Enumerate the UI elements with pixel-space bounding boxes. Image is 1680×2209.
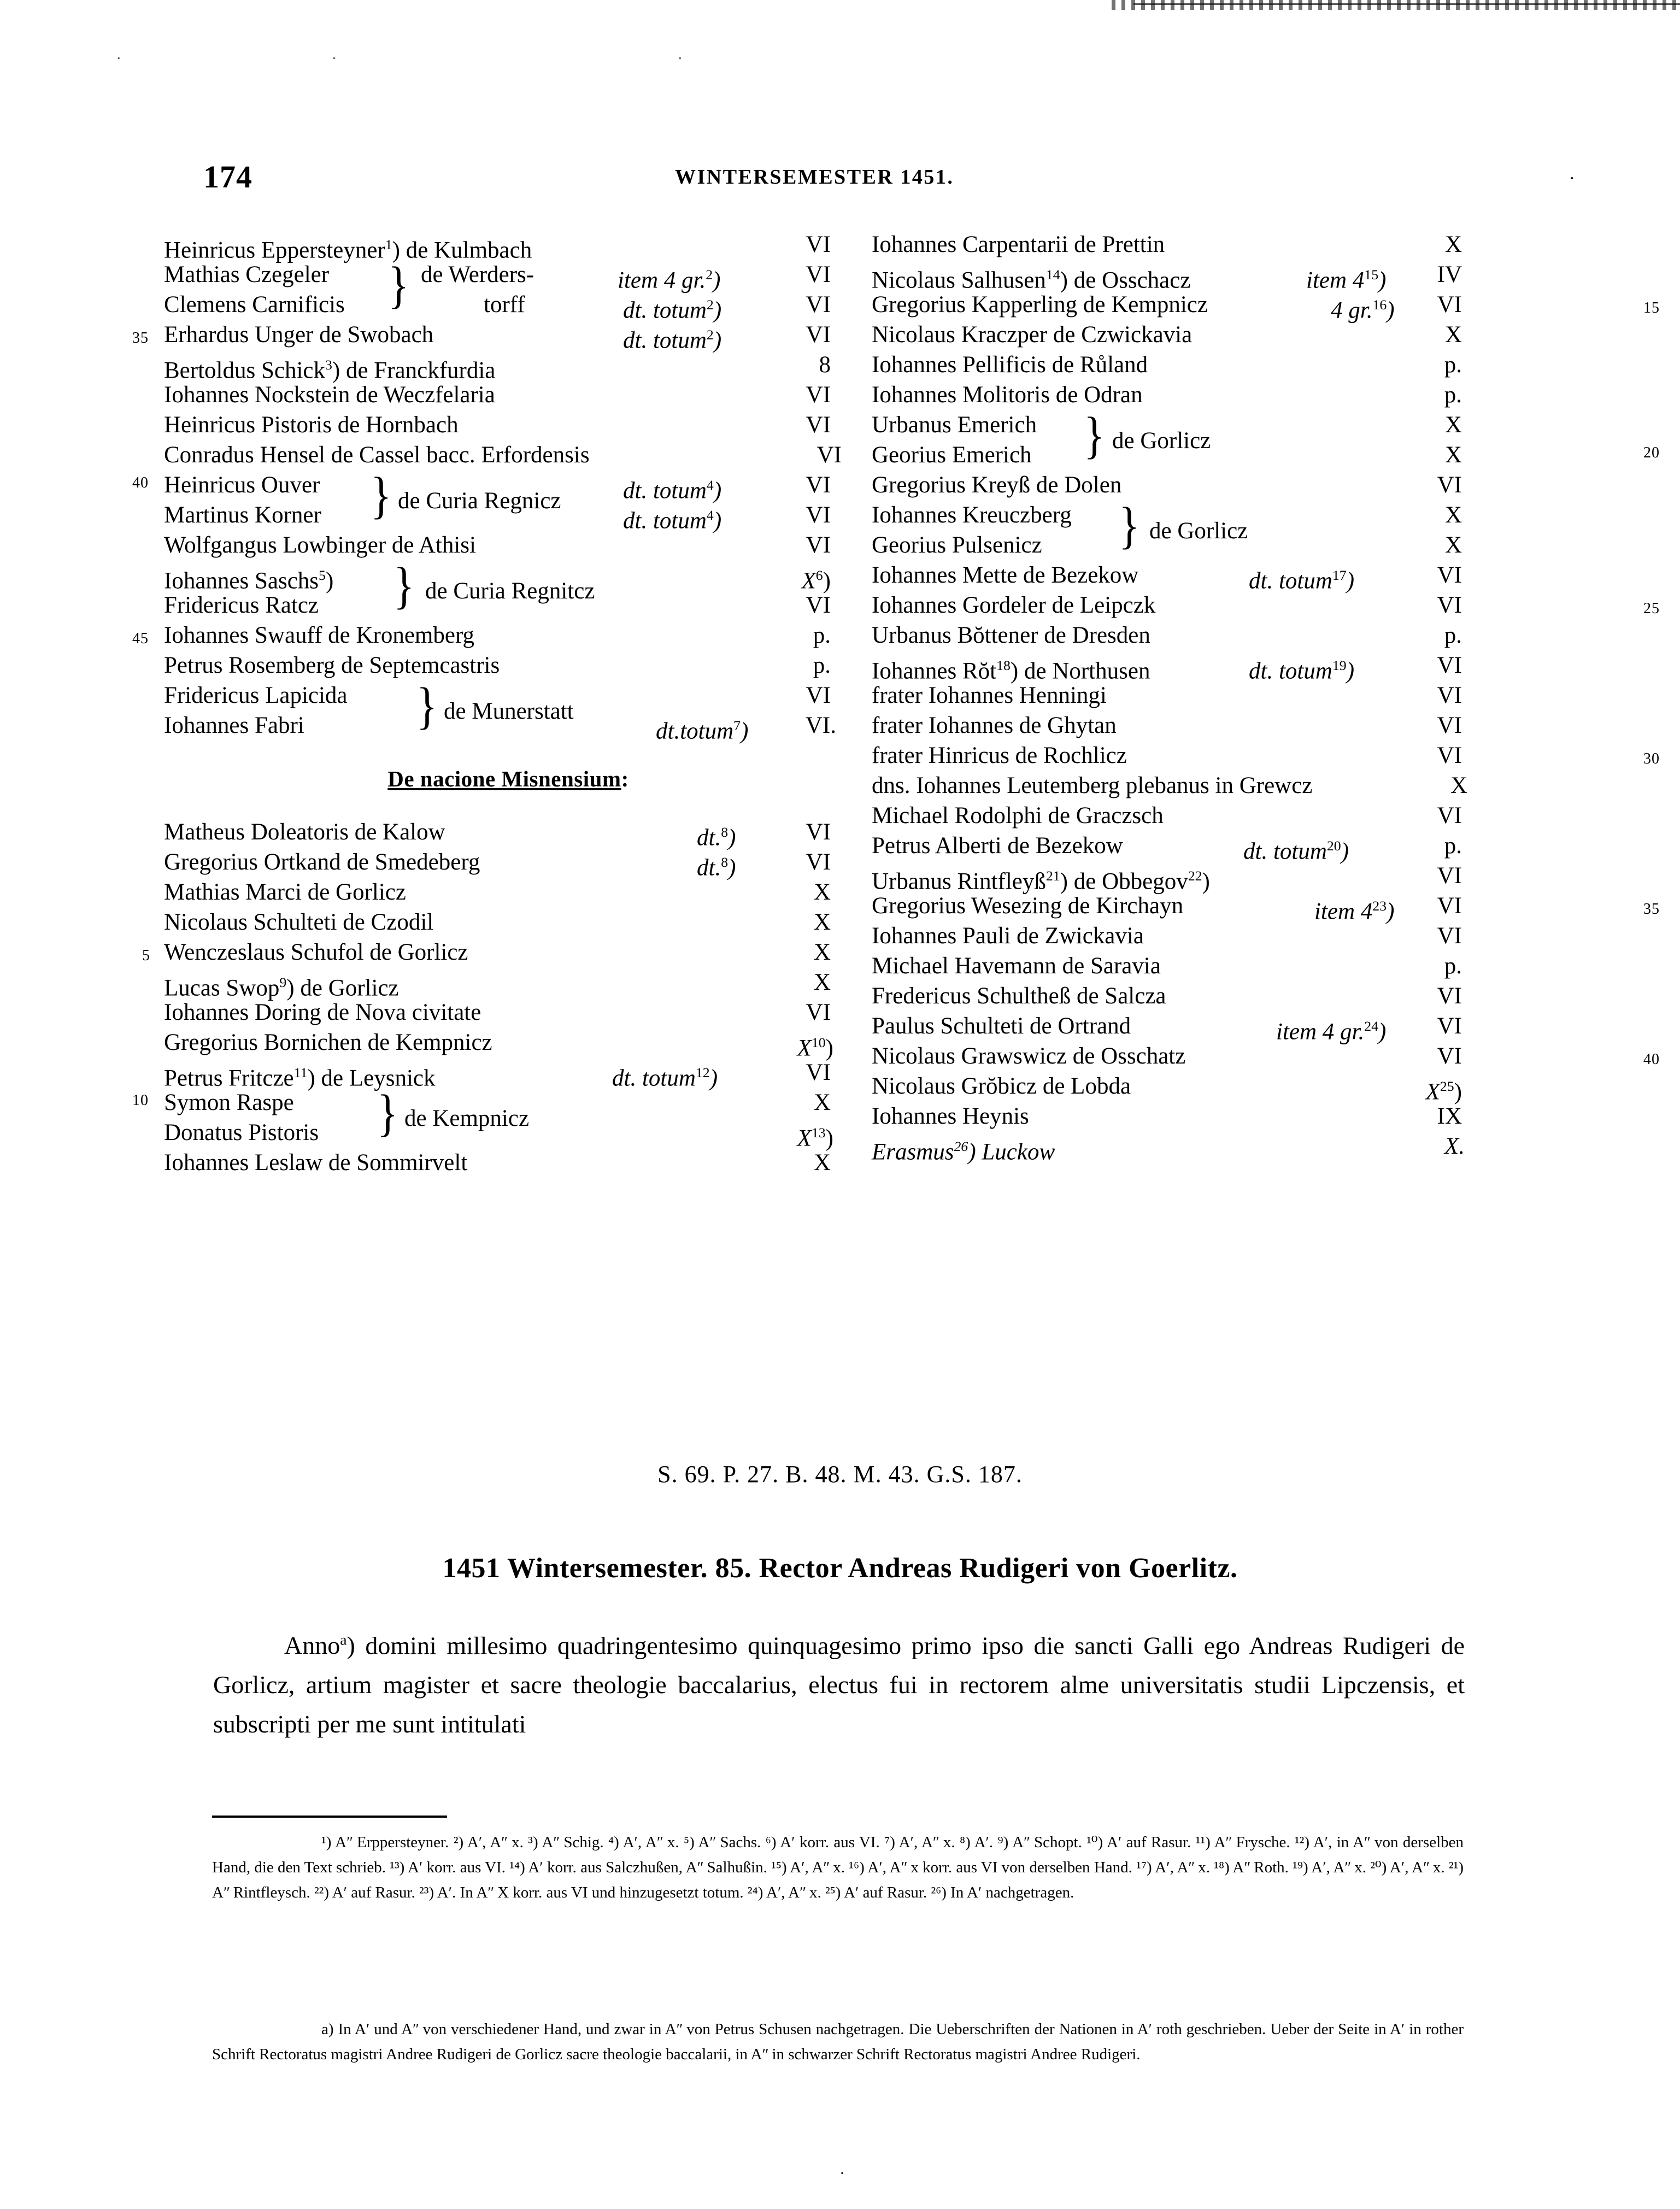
entry-name: Iohannes Heynis — [872, 1103, 1029, 1129]
entry-name: Iohannes Kreuczberg — [872, 502, 1072, 528]
entry-row — [872, 981, 1599, 1011]
entry-amount: VI — [1437, 983, 1462, 1009]
brace-icon: } — [388, 257, 409, 314]
entry-name: frater Iohannes Henningi — [872, 683, 1107, 708]
chapter-heading: 1451 Wintersemester. 85. Rector Andreas Rudigeri von Goerlitz. — [442, 1553, 1238, 1584]
entry-annotation: item $4^{23}$) — [1314, 898, 1395, 925]
entry-row — [132, 320, 853, 354]
entry-amount: VI. — [805, 713, 836, 738]
entry-row — [132, 620, 853, 650]
entry-row — [164, 650, 853, 680]
brace-icon: } — [1084, 407, 1105, 464]
entry-row — [872, 470, 1599, 500]
nation-heading: De nacione Misnensium: — [387, 766, 629, 791]
brace-icon: } — [393, 557, 415, 614]
margin-tick-icon: · — [1569, 168, 1575, 189]
entry-amount: X — [1444, 442, 1462, 468]
entry-amount: X — [813, 879, 831, 905]
entry-name: Iohannes Swauff de Kronemberg — [164, 622, 475, 648]
entry-annotation: dt. totum$^{19}$) — [1249, 657, 1355, 684]
entry-row — [872, 921, 1599, 951]
entry-row — [872, 320, 1599, 350]
entry-name: Donatus Pistoris — [164, 1120, 319, 1145]
entry-place: de Gorlicz — [1112, 428, 1211, 454]
entry-row — [872, 230, 1599, 260]
entry-name: Iohannes Pellificis de Růland — [872, 352, 1148, 378]
entry-name: Mathias Marci de Gorlicz — [164, 879, 406, 905]
entry-amount: p. — [1444, 352, 1462, 378]
entry-amount: $X^{25}$) — [1425, 1078, 1462, 1105]
entry-name: Petrus Alberti de Bezekow — [872, 833, 1123, 859]
entry-amount: VI — [1437, 743, 1462, 768]
entry-row — [872, 1101, 1599, 1131]
line-number: 40 — [132, 474, 149, 491]
entry-group — [164, 678, 853, 744]
entry-amount: X — [1444, 232, 1462, 257]
entry-name: frater Hinricus de Rochlicz — [872, 743, 1127, 768]
entry-amount: VI — [806, 502, 831, 528]
entry-amount: $X^6$) — [801, 567, 831, 594]
entry-amount: VI — [1437, 653, 1462, 678]
entry-name: Urbanus Emerich — [872, 412, 1037, 438]
entry-row — [164, 997, 853, 1027]
entry-name: Nicolaus Grŏbicz de Lobda — [872, 1073, 1131, 1099]
entry-amount: VI — [1437, 803, 1462, 829]
scan-edge-line — [1133, 3, 1680, 5]
entry-amount: p. — [1444, 622, 1462, 648]
entry-row — [872, 831, 1599, 865]
entry-place: de Curia Regnitcz — [425, 578, 595, 604]
entry-amount: p. — [1444, 953, 1462, 979]
brace-icon: } — [1119, 497, 1140, 554]
entry-name: Matheus Doleatoris de Kalow — [164, 819, 445, 845]
entry-group — [164, 257, 853, 324]
entry-annotation: 4 gr.$^{16}$) — [1331, 297, 1395, 324]
entry-name: Georius Emerich — [872, 442, 1032, 468]
entry-row — [872, 620, 1599, 650]
footnote-a-block — [212, 2017, 1464, 2067]
entry-name: Urbanus Bŏttener de Dresden — [872, 622, 1150, 648]
entry-group — [132, 467, 853, 534]
entry-row — [872, 380, 1599, 410]
entry-row — [872, 290, 1660, 324]
entry-name: Paulus Schulteti de Ortrand — [872, 1013, 1131, 1039]
entry-annotation: dt.$^8$) — [697, 824, 736, 851]
entry-amount: VI — [806, 532, 831, 558]
entry-place: torff — [484, 292, 525, 318]
line-number: 5 — [142, 947, 150, 964]
entry-row — [164, 380, 853, 410]
entry-name: Wenczeslaus Schufol de Gorlicz — [164, 939, 468, 965]
entry-amount: X — [813, 939, 831, 965]
entry-name: Iohannes Doring de Nova civitate — [164, 1000, 481, 1025]
entry-annotation: dt. totum$^{17}$) — [1249, 567, 1355, 594]
entry-place: de Werders- — [421, 262, 534, 287]
entry-amount: VI — [806, 322, 831, 348]
footnote-a-text: a) In Aʹ und Aʺ von verschiedener Hand, und zwar in Aʺ von Petrus Schusen nachgetragen. Die Ueberschriften der Nationen in Aʹ roth geschrieben. Ueber der Seite in Aʹ in rother Schrift Rectoratus magistri Andree Rudigeri de Gorlicz sacre theologie baccalarii, in Aʺ in schwarzer Schrift Rectoratus magistri Andree Rudigeri. — [212, 2020, 1464, 2063]
entry-group — [872, 497, 1599, 560]
entry-row — [872, 560, 1599, 594]
entry-row — [872, 741, 1660, 771]
entry-amount: X — [1444, 532, 1462, 558]
entry-row — [164, 350, 853, 384]
entry-name: Heinricus Eppersteyner$^1$) de Kulmbach — [164, 237, 532, 263]
footnotes-text: ¹) Aʺ Erppersteyner. ²) Aʹ, Aʺ x. ³) Aʺ Schig. ⁴) Aʹ, Aʺ x. ⁵) Aʺ Sachs. ⁶) Aʹ korr. aus VI. ⁷) Aʹ, Aʺ x. ⁸) Aʹ. ⁹) Aʺ Schopt. ¹⁰) Aʹ auf Rasur. ¹¹) Aʺ Frysche. ¹²) Aʹ, in Aʺ von derselben Hand, die den Text schrieb. ¹³) Aʹ korr. aus VI. ¹⁴) Aʹ korr. aus Salczhußen, Aʺ Salhußin. ¹⁵) Aʹ, Aʺ x. ¹⁶) Aʹ, Aʺ x korr. aus VI von derselben Hand. ¹⁷) Aʹ, Aʺ x. ¹⁸) Aʺ Roth. ¹⁹) Aʹ, Aʺ x. ²⁰) Aʹ, Aʺ x. ²¹) Aʺ Rintfleysch. ²²) Aʹ auf Rasur. ²³) Aʹ. In Aʺ X korr. aus VI und hinzugesetzt totum. ²⁴) Aʹ, Aʺ x. ²⁵) Aʹ auf Rasur. ²⁶) In Aʹ nachgetragen. — [212, 1834, 1464, 1901]
edge-tick-mid: · — [332, 50, 337, 66]
entry-amount: X — [813, 970, 831, 995]
entry-row — [164, 530, 853, 560]
line-number: 35 — [132, 330, 149, 346]
entry-row — [872, 1041, 1660, 1071]
entry-name: Iohannes Carpentarii de Prettin — [872, 232, 1165, 257]
entry-name: Fridericus Lapicida — [164, 683, 348, 708]
line-number: 40 — [1643, 1051, 1660, 1068]
line-number: 10 — [132, 1092, 149, 1109]
entry-row — [872, 680, 1599, 710]
entry-amount: X — [813, 1150, 831, 1176]
entry-name: Urbanus Rintfleyß$^{21}$) de Obbegov$^{22}$) — [872, 868, 1210, 895]
entry-amount: 8 — [819, 352, 831, 378]
entry-place: de Munerstatt — [444, 698, 574, 724]
entry-name: Symon Raspe — [164, 1090, 294, 1115]
brace-icon: } — [416, 678, 438, 735]
entry-annotation: dt.totum$^7$) — [656, 718, 749, 744]
entry-annotation: dt. totum$^4$) — [623, 477, 722, 504]
entry-name: Iohannes Gordeler de Leipczk — [872, 592, 1156, 618]
entry-row — [872, 260, 1599, 293]
entry-name: Gregorius Wesezing de Kirchayn — [872, 893, 1184, 919]
entry-name: Iohannes Saschs$^5$) — [164, 567, 334, 594]
entry-row — [142, 937, 853, 967]
entry-name: Iohannes Rŏt$^{18}$) de Northusen — [872, 657, 1150, 684]
entry-row — [164, 817, 853, 851]
entry-name: Iohannes Nockstein de Weczfelaria — [164, 382, 495, 408]
page-number: 174 — [203, 159, 252, 195]
entry-group — [164, 557, 853, 620]
entry-row — [164, 230, 853, 263]
entry-amount: VI — [806, 592, 831, 618]
entry-amount: p. — [813, 622, 831, 648]
entry-name: Mathias Czegeler — [164, 262, 330, 287]
entry-amount: VI — [1437, 562, 1462, 588]
entry-name: frater Iohannes de Ghytan — [872, 713, 1117, 738]
entry-row — [872, 350, 1599, 380]
entry-row — [872, 891, 1660, 925]
entry-annotation: dt. totum$^2$) — [623, 327, 722, 354]
body-paragraph-text: domini millesimo quadringentesimo quinquagesimo primo ipso die sancti Galli ego Andreas Rudigeri de Gorlicz, artium magister et sacre theologie baccalarius, electus fui in rectorem alme universitatis studii Lipczensis, et subscripti per me sunt intitulati — [213, 1631, 1465, 1738]
running-head — [0, 158, 1680, 197]
entry-name: Iohannes Molitoris de Odran — [872, 382, 1143, 408]
entry-name: Iohannes Leslaw de Sommirvelt — [164, 1150, 468, 1176]
entry-name: Petrus Rosemberg de Septemcastris — [164, 653, 500, 678]
entry-row — [164, 847, 853, 881]
entry-annotation: dt.$^8$) — [697, 854, 736, 881]
entry-row — [872, 861, 1599, 895]
right-column — [872, 230, 1660, 1165]
entry-amount: p. — [1444, 382, 1462, 408]
entry-amount: VI — [1437, 472, 1462, 498]
running-title: WINTERSEMESTER 1451. — [675, 166, 954, 189]
entry-name: Petrus Fritcze$^{11}$) de Leysnick — [164, 1065, 436, 1091]
entry-amount: $X^{13}$) — [797, 1125, 833, 1152]
entry-amount: VI — [1437, 713, 1462, 738]
entry-amount: VI — [806, 819, 831, 845]
entry-name: Clemens Carnificis — [164, 292, 345, 318]
entry-name: Nicolaus Salhusen$^{14}$) de Osschacz — [872, 267, 1191, 293]
entry-name: Iohannes Mette de Bezekow — [872, 562, 1139, 588]
entry-name: Georius Pulsenicz — [872, 532, 1042, 558]
entry-name: Gregorius Ortkand de Smedeberg — [164, 849, 480, 875]
left-column — [132, 230, 853, 1178]
entry-row — [164, 440, 853, 470]
entry-amount: VI — [1437, 292, 1462, 318]
entry-name: Fridericus Ratcz — [164, 592, 319, 618]
entry-row — [164, 967, 853, 1001]
entry-row — [164, 1027, 853, 1061]
brace-icon: } — [371, 467, 392, 524]
entry-amount: VI — [806, 382, 831, 408]
entry-amount: p. — [813, 653, 831, 678]
entry-annotation: dt. totum$^{20}$) — [1243, 838, 1349, 865]
footnote-rule — [212, 1816, 447, 1818]
line-number: 35 — [1643, 901, 1660, 918]
entry-name: Fredericus Schultheß de Salcza — [872, 983, 1166, 1009]
entry-name: Bertoldus Schick$^3$) de Franckfurdia — [164, 357, 496, 384]
entry-amount: VI — [806, 262, 831, 287]
entry-name: Nicolaus Kraczper de Czwickavia — [872, 322, 1193, 348]
entry-amount: IV — [1437, 262, 1462, 287]
entry-amount: VI — [1437, 592, 1462, 618]
entry-name: Gregorius Kapperling de Kempnicz — [872, 292, 1208, 318]
entry-name: Wolfgangus Lowbinger de Athisi — [164, 532, 476, 558]
entry-amount: X — [1444, 322, 1462, 348]
edge-tick-right: · — [678, 50, 683, 66]
entry-amount: VI — [1437, 1013, 1462, 1039]
entry-amount: VI — [1437, 863, 1462, 889]
entry-amount: p. — [1444, 833, 1462, 859]
entry-name: Nicolaus Grawswicz de Osschatz — [872, 1043, 1186, 1069]
entry-amount: VI — [1437, 893, 1462, 919]
entry-row — [164, 410, 853, 440]
entry-amount: VI — [806, 1000, 831, 1025]
entry-amount: VI — [806, 849, 831, 875]
entry-amount: X — [813, 909, 831, 935]
entry-annotation: dt. totum$^2$) — [623, 297, 722, 324]
line-number: 15 — [1643, 299, 1660, 316]
entry-row — [164, 877, 853, 907]
body-lead-word: Anno$^a$) — [284, 1631, 355, 1660]
entry-amount: VI — [806, 1060, 831, 1085]
entry-name: Michael Havemann de Saravia — [872, 953, 1161, 979]
entry-row — [872, 1011, 1599, 1045]
line-number: 25 — [1643, 600, 1660, 617]
entry-row — [872, 710, 1599, 741]
entry-amount: VI — [1437, 1043, 1462, 1069]
entry-amount: IX — [1437, 1103, 1462, 1129]
entry-name: Iohannes Fabri — [164, 713, 304, 738]
entry-name: dns. Iohannes Leutemberg plebanus in Grewcz — [872, 773, 1313, 798]
entry-annotation: dt. totum$^4$) — [623, 507, 722, 534]
entry-amount: VI — [1437, 683, 1462, 708]
entry-place: de Kempnicz — [404, 1106, 530, 1131]
body-paragraph — [213, 1620, 1465, 1744]
entry-amount: VI — [806, 292, 831, 318]
entry-row — [872, 650, 1599, 684]
entry-name: Gregorius Bornichen de Kempnicz — [164, 1030, 492, 1055]
entry-row — [872, 801, 1599, 831]
line-number: 45 — [132, 630, 149, 647]
footnotes-block — [212, 1830, 1464, 1905]
entry-annotation: item $4^{15}$) — [1306, 267, 1387, 293]
entry-row — [872, 771, 1599, 801]
entry-name: Nicolaus Schulteti de Czodil — [164, 909, 434, 935]
entry-amount: VI — [806, 232, 831, 257]
entry-row — [872, 1131, 1599, 1165]
entry-amount: VI — [806, 472, 831, 498]
entry-name: Erhardus Unger de Swobach — [164, 322, 434, 348]
entry-place: de Curia Regnicz — [398, 488, 561, 514]
entry-amount: VI — [806, 412, 831, 438]
brace-icon: } — [377, 1085, 398, 1142]
entry-amount: X — [1444, 502, 1462, 528]
scan-edge-artifact — [1112, 0, 1680, 10]
nation-summary-line: S. 69. P. 27. B. 48. M. 43. G.S. 187. — [657, 1461, 1023, 1488]
entry-annotation: dt. totum$^{12}$) — [612, 1065, 718, 1091]
entry-annotation: item 4 gr.$^{24}$) — [1276, 1018, 1387, 1045]
entry-name: Erasmus$^{26}$) Luckow — [872, 1138, 1055, 1165]
entry-row — [872, 951, 1599, 981]
entry-row — [164, 1058, 853, 1091]
entry-name: Gregorius Kreyß de Dolen — [872, 472, 1122, 498]
entry-place: de Gorlicz — [1149, 518, 1248, 544]
entry-name: Michael Rodolphi de Graczsch — [872, 803, 1164, 829]
entry-row — [872, 1071, 1599, 1105]
bottom-centering-dot: · — [839, 2164, 845, 2182]
entry-name: Heinricus Ouver — [164, 472, 320, 498]
entry-name: Conradus Hensel de Cassel bacc. Erfordensis — [164, 442, 590, 468]
edge-tick-left: · — [116, 50, 121, 66]
entry-row — [164, 907, 853, 937]
entry-group — [872, 407, 1660, 470]
entry-name: Heinricus Pistoris de Hornbach — [164, 412, 459, 438]
entry-amount: X — [1450, 773, 1467, 798]
entry-amount: X — [1444, 412, 1462, 438]
entry-amount: VI — [816, 442, 842, 468]
entry-amount: VI — [1437, 923, 1462, 949]
entry-name: Iohannes Pauli de Zwickavia — [872, 923, 1144, 949]
entry-name: Lucas Swop$^9$) de Gorlicz — [164, 974, 399, 1001]
entry-amount: $X^{10}$) — [797, 1035, 833, 1061]
line-number: 20 — [1643, 444, 1660, 461]
entry-row — [164, 1148, 853, 1178]
entry-amount: X — [813, 1090, 831, 1115]
entry-annotation: item 4 gr.$^2$) — [618, 267, 721, 293]
entry-row — [872, 590, 1660, 620]
entry-name: Martinus Korner — [164, 502, 321, 528]
entry-group — [132, 1085, 853, 1152]
line-number: 30 — [1643, 750, 1660, 767]
entry-amount: X. — [1444, 1133, 1465, 1159]
entry-amount: VI — [806, 683, 831, 708]
